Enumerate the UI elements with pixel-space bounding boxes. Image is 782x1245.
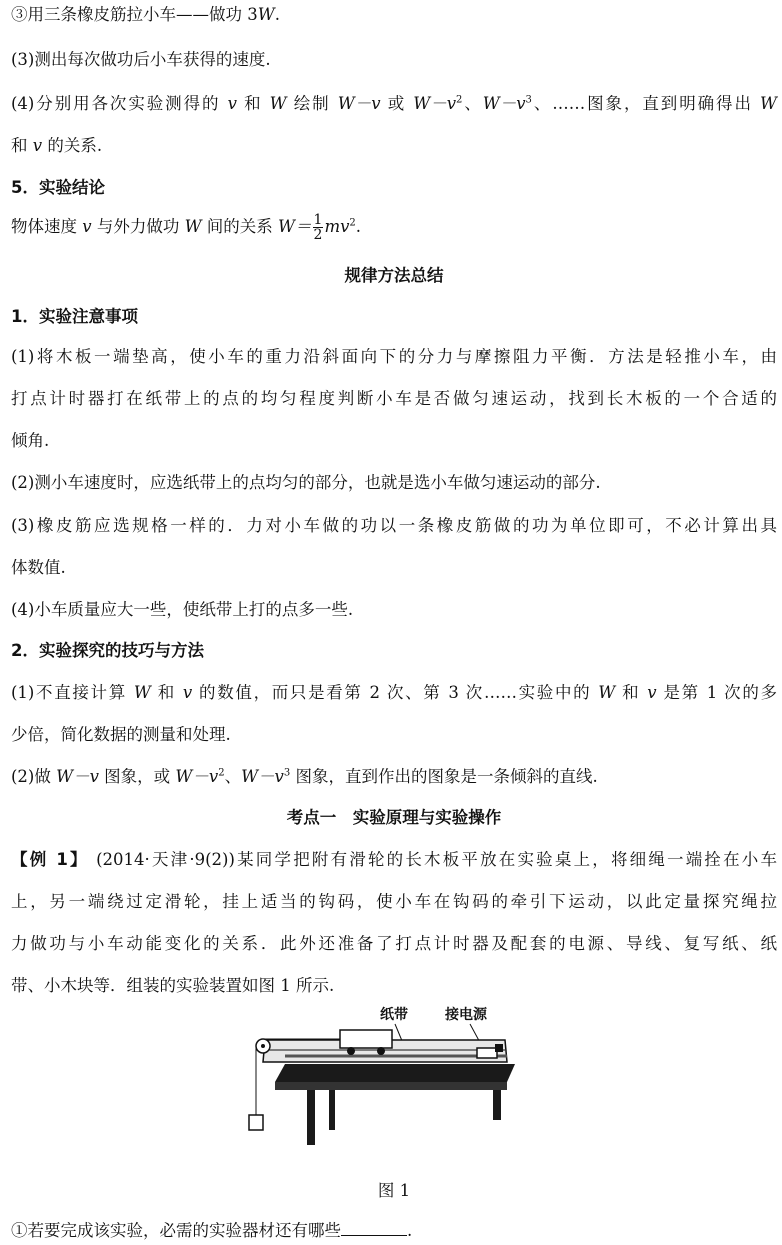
skill-1-line-1: (1)不直接计算 W 和 v 的数值，而只是看第 2 次、第 3 次……实验中的 W 和 v 是第 1 次的多 bbox=[11, 683, 778, 702]
apparatus-figure bbox=[245, 1007, 525, 1150]
example-line-1: 【例 1】 (2014·天津·9(2))某同学把附有滑轮的长木板平放在实验桌上，将细绳一端拴在小车 bbox=[11, 850, 777, 869]
conclusion-heading: 5．实验结论 bbox=[11, 178, 105, 197]
step-4-line-2: 和 v 的关系. bbox=[11, 136, 103, 155]
figure-caption: 图 1 bbox=[377, 1181, 411, 1200]
note-3-line-2: 体数值. bbox=[11, 558, 66, 577]
step-3-measure: (3)测出每次做功后小车获得的速度. bbox=[11, 50, 271, 69]
note-4: (4)小车质量应大一些，使纸带上打的点多一些. bbox=[11, 600, 354, 619]
apparatus-drawing bbox=[245, 1010, 525, 1150]
label-power-supply: 接电源 bbox=[445, 1007, 487, 1023]
note-2: (2)测小车速度时，应选纸带上的点均匀的部分，也就是选小车做匀速运动的部分. bbox=[11, 473, 601, 492]
step-3-line: ③用三条橡皮筋拉小车——做功 3W. bbox=[11, 5, 280, 24]
example-line-3: 力做功与小车动能变化的关系．此外还准备了打点计时器及配套的电源、导线、复写纸、纸 bbox=[11, 934, 777, 953]
skill-1-line-2: 少倍，简化数据的测量和处理. bbox=[11, 725, 231, 744]
section-title: 考点一 实验原理与实验操作 bbox=[286, 808, 502, 827]
skill-2: (2)做 W－v 图象，或 $W-v^2$、$W-v^3$ 图象，直到作出的图象是一条倾斜的直线. bbox=[11, 767, 598, 786]
answer-blank[interactable] bbox=[341, 1221, 407, 1236]
fraction-one-half: $\frac{1}{2}$ bbox=[313, 212, 323, 243]
skills-heading: 2．实验探究的技巧与方法 bbox=[11, 641, 204, 660]
note-1-line-2: 打点计时器打在纸带上的点的均匀程度判断小车是否做匀速运动，找到长木板的一个合适的 bbox=[11, 389, 777, 408]
question-1: ①若要完成该实验，必需的实验器材还有哪些 . bbox=[11, 1221, 413, 1240]
label-paper-tape: 纸带 bbox=[380, 1007, 408, 1023]
conclusion-text: 物体速度 v 与外力做功 W 间的关系 W＝ $\frac{1}{2}$ $mv^2$. bbox=[11, 212, 362, 243]
example-tag: 【例 1】 bbox=[11, 850, 89, 869]
note-3-line-1: (3)橡皮筋应选规格一样的．力对小车做的功以一条橡皮筋做的功为单位即可，不必计算出具 bbox=[11, 516, 777, 535]
example-line-2: 上，另一端绕过定滑轮，挂上适当的钩码，使小车在钩码的牵引下运动，以此定量探究绳拉 bbox=[11, 892, 777, 911]
notes-heading: 1．实验注意事项 bbox=[11, 307, 138, 326]
summary-title: 规律方法总结 bbox=[344, 266, 444, 285]
example-line-4: 带、小木块等．组装的实验装置如图 1 所示. bbox=[11, 976, 335, 995]
note-1-line-3: 倾角. bbox=[11, 431, 50, 450]
step-4-line-1: (4)分别用各次实验测得的 v 和 W 绘制 W－v 或 $W-v^2$、$W-v^3$、……图象，直到明确得出 W bbox=[11, 94, 777, 113]
note-1-line-1: (1)将木板一端垫高，使小车的重力沿斜面向下的分力与摩擦阻力平衡．方法是轻推小车，由 bbox=[11, 347, 777, 366]
